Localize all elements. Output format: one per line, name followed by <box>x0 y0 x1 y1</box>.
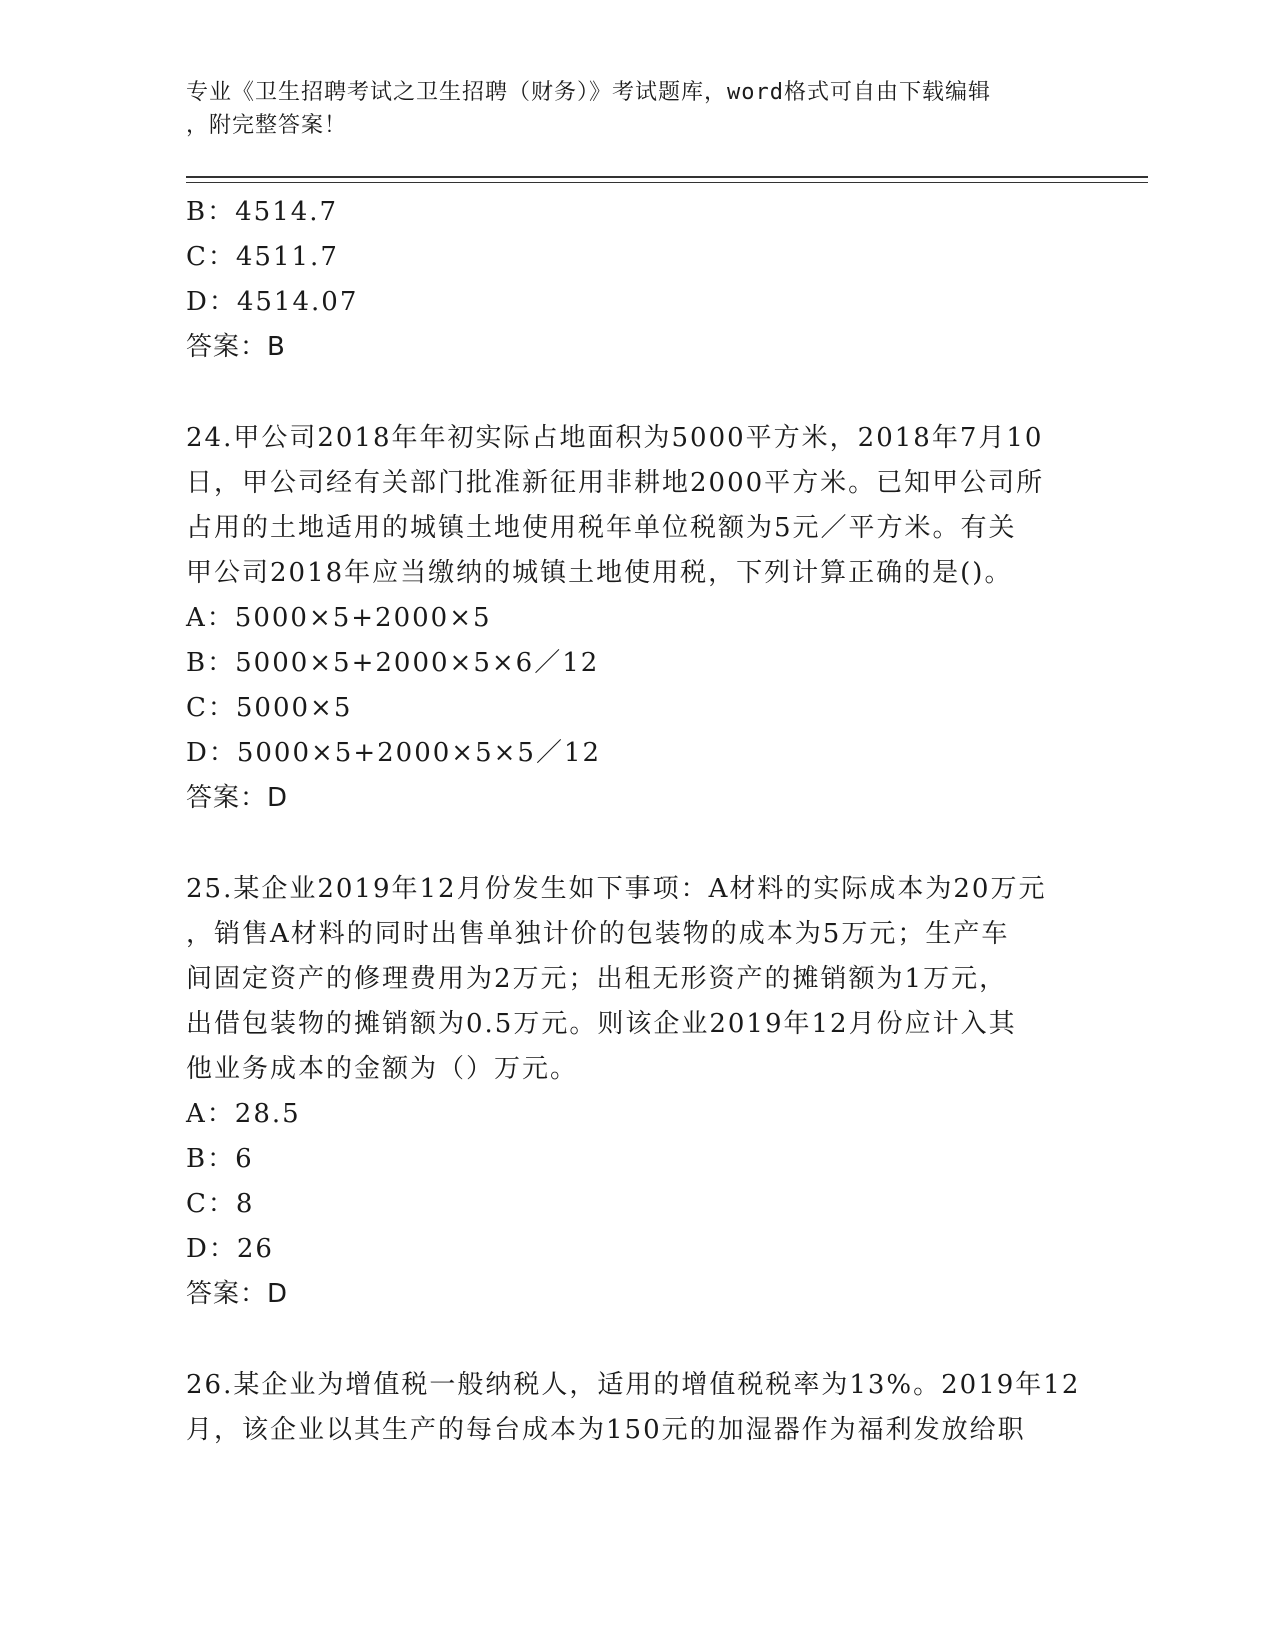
question-text-line: 月，该企业以其生产的每台成本为150元的加湿器作为福利发放给职 <box>186 1415 1026 1445</box>
option-b: B：6 <box>186 1144 254 1174</box>
question-text-line: 他业务成本的金额为（）万元。 <box>186 1054 579 1084</box>
spacer <box>186 1317 1086 1363</box>
question-text-line: 25.某企业2019年12月份发生如下事项：A材料的实际成本为20万元 <box>186 874 1047 904</box>
question-text-line: 间固定资产的修理费用为2万元；出租无形资产的摊销额为1万元， <box>186 964 1008 994</box>
option-c: C：4511.7 <box>186 242 339 272</box>
option-b: B：4514.7 <box>186 197 339 227</box>
question-block-24 <box>186 416 1086 821</box>
option-d: D：26 <box>186 1234 274 1264</box>
header-divider-thin <box>186 182 1148 183</box>
header-line-1: 专业《卫生招聘考试之卫生招聘（财务）》考试题库，word格式可自由下载编辑 <box>186 80 991 105</box>
question-block-26 <box>186 1363 1086 1453</box>
option-a: A：28.5 <box>186 1099 301 1129</box>
question-text-line: 占用的土地适用的城镇土地使用税年单位税额为5元／平方米。有关 <box>186 513 1017 543</box>
document-header <box>186 76 1086 142</box>
question-text-line: 出借包装物的摊销额为0.5万元。则该企业2019年12月份应计入其 <box>186 1009 1017 1039</box>
answer-line: 答案：B <box>186 332 286 362</box>
option-d: D：5000×5+2000×5×5／12 <box>186 738 602 768</box>
answer-line: 答案：D <box>186 1279 289 1309</box>
question-text-line: 26.某企业为增值税一般纳税人，适用的增值税税率为13%。2019年12 <box>186 1370 1081 1400</box>
option-c: C：5000×5 <box>186 693 353 723</box>
option-d: D：4514.07 <box>186 287 359 317</box>
question-text-line: 日，甲公司经有关部门批准新征用非耕地2000平方米。已知甲公司所 <box>186 468 1045 498</box>
header-divider-thick <box>186 176 1148 178</box>
question-text-line: ，销售A材料的同时出售单独计价的包装物的成本为5万元；生产车 <box>186 919 1010 949</box>
spacer <box>186 821 1086 867</box>
question-content <box>186 190 1086 1453</box>
question-block-23 <box>186 190 1086 370</box>
question-text-line: 24.甲公司2018年年初实际占地面积为5000平方米，2018年7月10 <box>186 423 1044 453</box>
question-text-line: 甲公司2018年应当缴纳的城镇土地使用税，下列计算正确的是()。 <box>186 558 1013 588</box>
option-b: B：5000×5+2000×5×6／12 <box>186 648 600 678</box>
option-c: C：8 <box>186 1189 255 1219</box>
spacer <box>186 370 1086 416</box>
option-a: A：5000×5+2000×5 <box>186 603 492 633</box>
answer-line: 答案：D <box>186 783 289 813</box>
header-line-2: ，附完整答案！ <box>186 113 348 138</box>
question-block-25 <box>186 867 1086 1317</box>
